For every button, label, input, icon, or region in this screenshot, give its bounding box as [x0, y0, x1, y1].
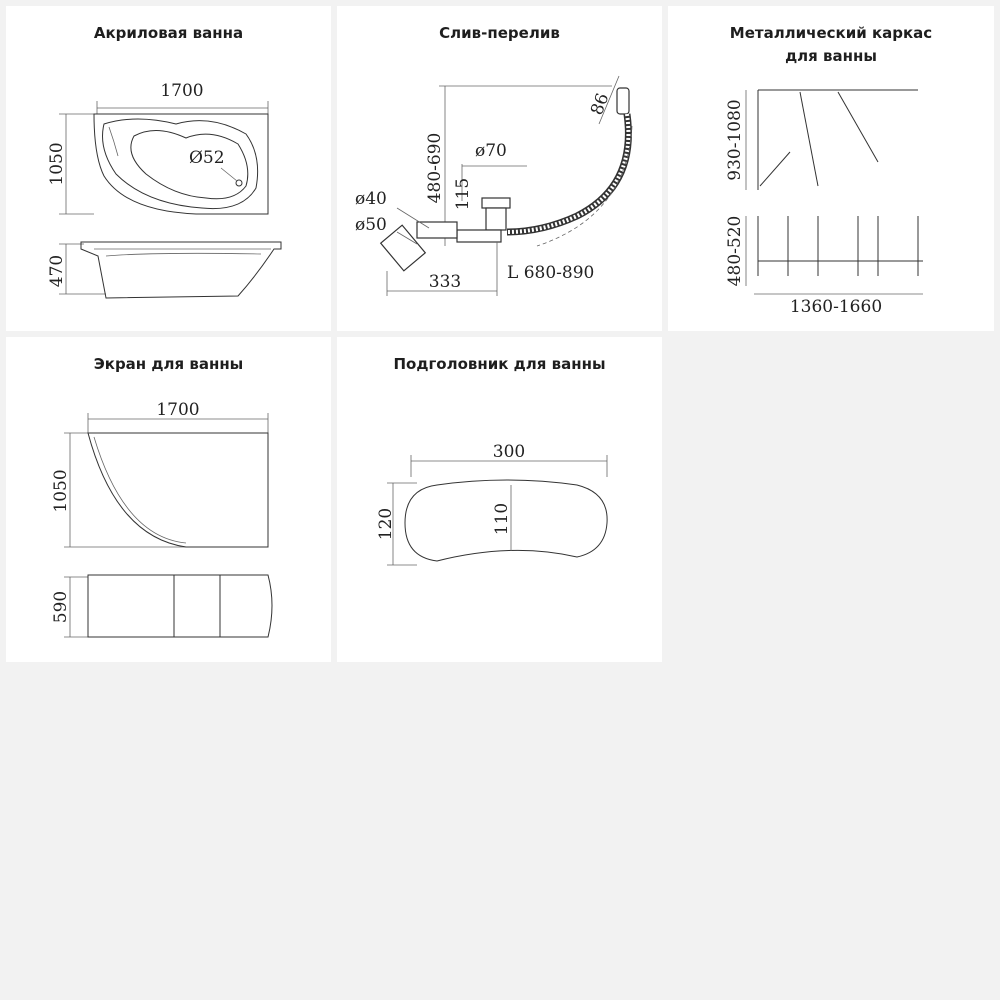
drain-outlet-diameter-label: ø70: [475, 141, 507, 161]
drain-trap: [457, 230, 501, 242]
drain-height-range-label: 480-690: [425, 132, 445, 204]
overflow-head: [617, 88, 629, 114]
bath-height-label: 470: [47, 254, 67, 288]
drain-overflow-size-label: 86: [587, 90, 614, 118]
drain-drawing: [337, 6, 662, 331]
bath-drawing: [6, 6, 331, 331]
drain-hose: [507, 114, 628, 232]
bath-width-label: 1050: [47, 142, 67, 186]
headrest-length-label: 300: [492, 442, 526, 462]
drain-pipe-40-label: ø40: [355, 189, 387, 209]
headrest-drawing: [337, 337, 662, 662]
panel-title-line-1: Металлический каркас: [729, 24, 933, 42]
frame-depth-range-label: 930-1080: [725, 99, 745, 181]
screen-top-view: [88, 433, 268, 547]
frame-drawing: [668, 6, 994, 331]
frame-height-range-label: 480-520: [725, 215, 745, 287]
panel-title: Экран для ванны: [93, 355, 244, 373]
screen-width-label: 1050: [51, 469, 71, 513]
panel-headrest: [337, 337, 662, 662]
drain-body: [486, 208, 506, 230]
panel-title: Акриловая ванна: [93, 24, 244, 42]
screen-drawing: [6, 337, 331, 662]
frame-length-range-label: 1360-1660: [789, 297, 883, 317]
bath-outline: [94, 114, 268, 214]
screen-height-label: 590: [51, 590, 71, 624]
headrest-outer-height-label: 120: [376, 507, 396, 541]
panel-bath-screen: [6, 337, 331, 662]
panel-title: Подголовник для ванны: [393, 355, 606, 373]
drain-pipe-50-label: ø50: [355, 215, 387, 235]
headrest-inner-height-label: 110: [492, 502, 512, 536]
panel-metal-frame: [668, 6, 994, 331]
panel-title: Слив-перелив: [439, 24, 560, 42]
screen-length-label: 1700: [156, 400, 200, 420]
drain-plug: [482, 198, 510, 208]
drain-offset-label: 333: [428, 272, 462, 292]
bath-length-label: 1700: [160, 81, 204, 101]
panel-acrylic-bath: [6, 6, 331, 331]
drain-hose-length-label: L 680-890: [507, 263, 595, 283]
screen-front-view: [88, 575, 272, 637]
bath-drain-label: Ø52: [189, 148, 225, 168]
panel-title-line-2: для ванны: [785, 47, 877, 65]
bath-side-view: [81, 242, 281, 298]
drain-height-label: 115: [453, 177, 473, 211]
panel-drain-overflow: [337, 6, 662, 331]
